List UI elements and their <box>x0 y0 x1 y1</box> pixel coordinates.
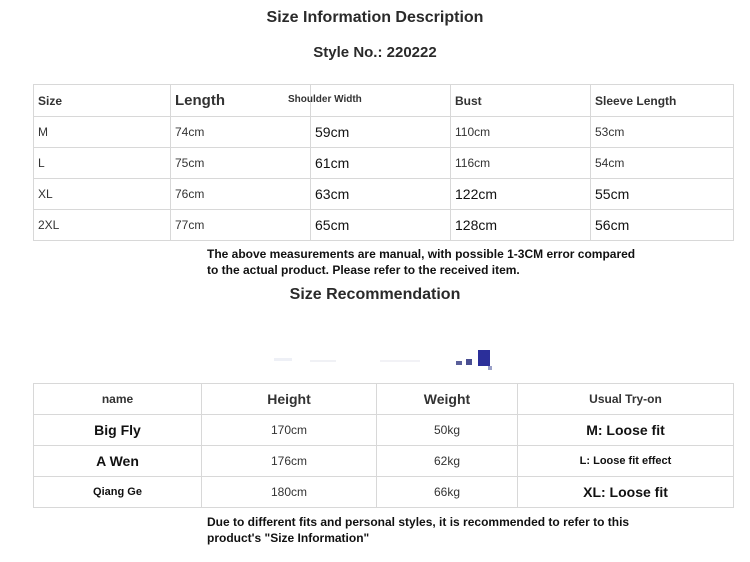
header-weight: Weight <box>377 384 518 415</box>
header-length-shoulder <box>171 85 362 117</box>
height-cell: 170cm <box>202 415 377 446</box>
shoulder-cell: 61cm <box>311 148 451 179</box>
header-height: Height <box>202 384 377 415</box>
try-on-cell: XL: Loose fit <box>518 477 734 508</box>
table-row <box>34 477 734 508</box>
smudge-mark <box>488 366 492 370</box>
header-sleeve-length: Sleeve Length <box>591 85 734 117</box>
person-name: Big Fly <box>34 415 202 446</box>
measurement-note: The above measurements are manual, with possible 1-3CM error compared to the actual product. Please refer to the received item. <box>207 247 636 277</box>
bust-cell: 116cm <box>451 148 591 179</box>
try-on-cell: L: Loose fit effect <box>518 446 734 477</box>
bust-cell: 128cm <box>451 210 591 241</box>
smudge-mark <box>466 359 472 365</box>
length-cell: 77cm <box>171 210 311 241</box>
smudge-mark <box>456 361 462 365</box>
smudge-mark <box>380 360 420 362</box>
header-name: name <box>34 384 202 415</box>
smudge-mark <box>310 360 336 362</box>
size-cell: M <box>34 117 171 148</box>
length-cell: 75cm <box>171 148 311 179</box>
decorative-smudge <box>270 344 500 374</box>
header-bust: Bust <box>451 85 591 117</box>
table-row <box>34 117 734 148</box>
shoulder-cell: 59cm <box>311 117 451 148</box>
height-cell: 180cm <box>202 477 377 508</box>
try-on-cell: M: Loose fit <box>518 415 734 446</box>
table-row <box>34 210 734 241</box>
length-cell: 76cm <box>171 179 311 210</box>
table-row <box>34 415 734 446</box>
person-name: Qiang Ge <box>34 477 202 508</box>
sleeve-cell: 54cm <box>591 148 734 179</box>
weight-cell: 66kg <box>377 477 518 508</box>
size-recommendation-title: Size Recommendation <box>289 286 461 303</box>
shoulder-cell: 65cm <box>311 210 451 241</box>
bust-cell: 122cm <box>451 179 591 210</box>
height-cell: 176cm <box>202 446 377 477</box>
size-cell: 2XL <box>34 210 171 241</box>
smudge-mark <box>274 358 292 361</box>
bust-cell: 110cm <box>451 117 591 148</box>
size-table <box>33 84 734 241</box>
size-cell: L <box>34 148 171 179</box>
fit-note: Due to different fits and personal styles, it is recommended to refer to this product's "Size Information" <box>207 515 630 545</box>
recommendation-table <box>33 383 734 508</box>
smudge-mark <box>478 350 490 366</box>
person-name: A Wen <box>34 446 202 477</box>
style-number: Style No.: 220222 <box>313 44 437 61</box>
length-cell: 74cm <box>171 117 311 148</box>
table-row <box>34 148 734 179</box>
sleeve-cell: 55cm <box>591 179 734 210</box>
sleeve-cell: 56cm <box>591 210 734 241</box>
weight-cell: 62kg <box>377 446 518 477</box>
size-cell: XL <box>34 179 171 210</box>
shoulder-cell: 63cm <box>311 179 451 210</box>
table-row <box>34 446 734 477</box>
size-info-title: Size Information Description <box>266 9 484 26</box>
sleeve-cell: 53cm <box>591 117 734 148</box>
header-usual-try-on: Usual Try-on <box>518 384 734 415</box>
recommendation-header <box>34 384 734 415</box>
header-size: Size <box>34 85 171 117</box>
table-row <box>34 179 734 210</box>
size-table-header <box>34 85 734 117</box>
header-shoulder-width: Shoulder Width <box>288 94 362 105</box>
weight-cell: 50kg <box>377 415 518 446</box>
header-length: Length <box>175 92 225 109</box>
